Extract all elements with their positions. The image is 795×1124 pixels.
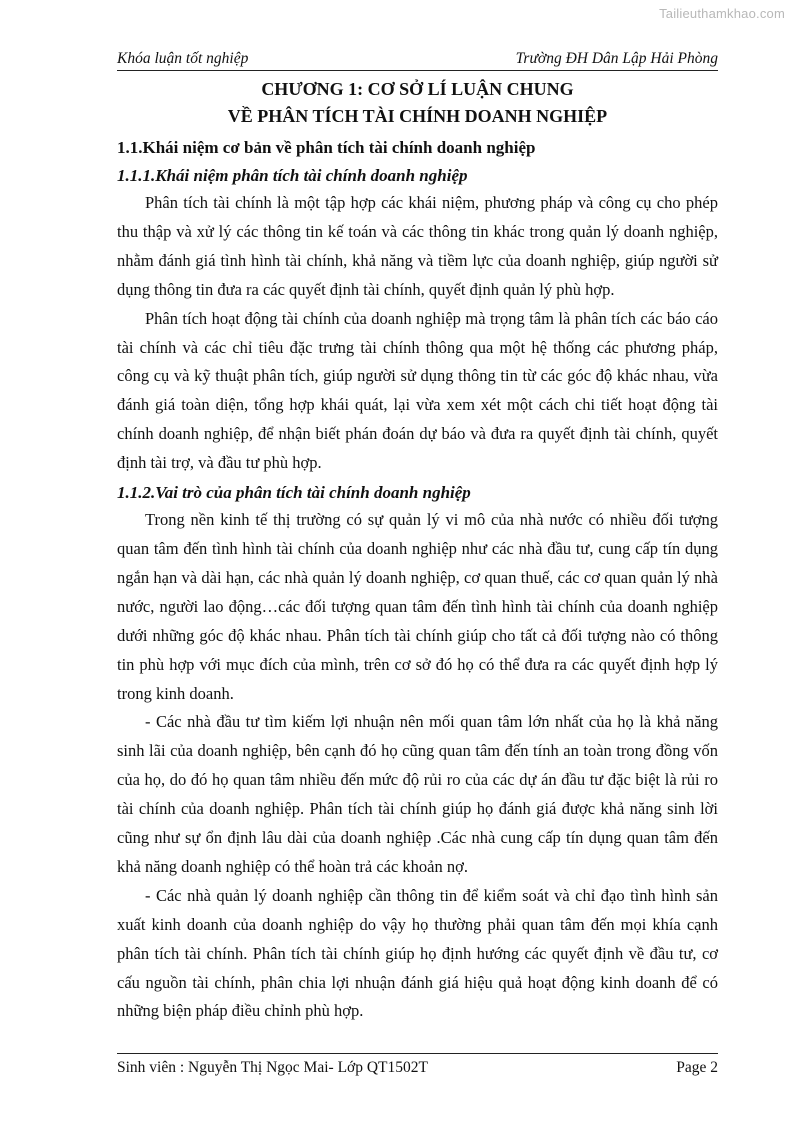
footer-student-label: Sinh viên : Nguyễn Thị Ngọc Mai- Lớp QT1502T xyxy=(117,1059,428,1076)
watermark-text: Tailieuthamkhao.com xyxy=(659,6,785,21)
paragraph-financial-activity: Phân tích hoạt động tài chính của doanh nghiệp mà trọng tâm là phân tích các báo cáo tài chính và các chỉ tiêu đặc trưng tài chính thông qua một hệ thống các phương pháp, công cụ và kỹ thuật phân tích, giúp người sử dụng thông tin từ các góc độ khác nhau, vừa đánh giá toàn diện, tổng hợp khái quát, lại vừa xem xét một cách chi tiết hoạt động tài chính doanh nghiệp, để nhận biết phán đoán dự báo và đưa ra quyết định tài chính, quyết định tài trợ, và đầu tư phù hợp. xyxy=(117,308,718,473)
section-heading-1-1-2: 1.1.2.Vai trò của phân tích tài chính doanh nghiệp xyxy=(117,483,471,503)
paragraph-managers: - Các nhà quản lý doanh nghiệp cần thông tin để kiểm soát và chỉ đạo tình hình sản xuất kinh doanh của doanh nghiệp do vậy họ thường phải quan tâm đến mọi khía cạnh phân tích tài chính. Phân tích tài chính giúp họ định hướng các quyết định về đầu tư, cơ cấu nguồn tài chính, phân chia lợi nhuận đánh giá hiệu quả hoạt động kinh doanh để có những biện pháp điều chỉnh phù hợp. xyxy=(117,885,718,1021)
section-heading-1-1-1: 1.1.1.Khái niệm phân tích tài chính doanh nghiệp xyxy=(117,166,468,185)
paragraph-definition: Phân tích tài chính là một tập hợp các khái niệm, phương pháp và công cụ cho phép thu thập và xử lý các thông tin kế toán và các thông tin khác trong quản lý doanh nghiệp, nhằm đánh giá tình hình tài chính, khả năng và tiềm lực của doanh nghiệp, giúp người sử dụng thông tin đưa ra các quyết định tài chính, quyết định quản lý phù hợp. xyxy=(117,193,718,299)
page-footer xyxy=(117,1053,718,1080)
chapter-title-line-2: VỀ PHÂN TÍCH TÀI CHÍNH DOANH NGHIỆP xyxy=(227,106,608,126)
paragraph-market-economy: Trong nền kinh tế thị trường có sự quản lý vi mô của nhà nước có nhiều đối tượng quan tâm đến tình hình tài chính của doanh nghiệp như các nhà đầu tư, cung cấp tín dụng ngắn hạn và dài hạn, các nhà quản lý doanh nghiệp, cơ quan thuế, các cơ quan quản lý nhà nước, người lao động…các đối tượng quan tâm đến tình hình tài chính của doanh nghiệp dưới những góc độ khác nhau. Phân tích tài chính giúp cho tất cả đối tượng nào có thông tin phù hợp với mục đích của mình, trên cơ sở đó họ có thể đưa ra các quyết định hợp lý trong kinh doanh. xyxy=(117,510,718,703)
page-content xyxy=(117,76,718,1026)
paragraph-investors: - Các nhà đầu tư tìm kiếm lợi nhuận nên mối quan tâm lớn nhất của họ là khả năng sinh lãi của doanh nghiệp, bên cạnh đó họ cũng quan tâm đến tính an toàn trong đồng vốn của họ, do đó họ quan tâm nhiều đến mức độ rủi ro của các dự án đầu tư đặc biệt là rủi ro tài chính của doanh nghiệp. Phân tích tài chính giúp họ đánh giá được khả năng sinh lời cũng như sự ổn định lâu dài của doanh nghiệp .Các nhà cung cấp tín dụng quan tâm đến khả năng doanh nghiệp có thể hoàn trả các khoản nợ. xyxy=(117,712,718,876)
section-heading-1-1: 1.1.Khái niệm cơ bản về phân tích tài chính doanh nghiệp xyxy=(117,138,536,157)
chapter-title-line-1: CHƯƠNG 1: CƠ SỞ LÍ LUẬN CHUNG xyxy=(261,79,574,99)
footer-page-number: Page 2 xyxy=(676,1059,718,1076)
header-thesis-label: Khóa luận tốt nghiệp xyxy=(117,50,249,67)
page-header xyxy=(117,50,718,71)
header-university-label: Trường ĐH Dân Lập Hải Phòng xyxy=(515,50,718,67)
